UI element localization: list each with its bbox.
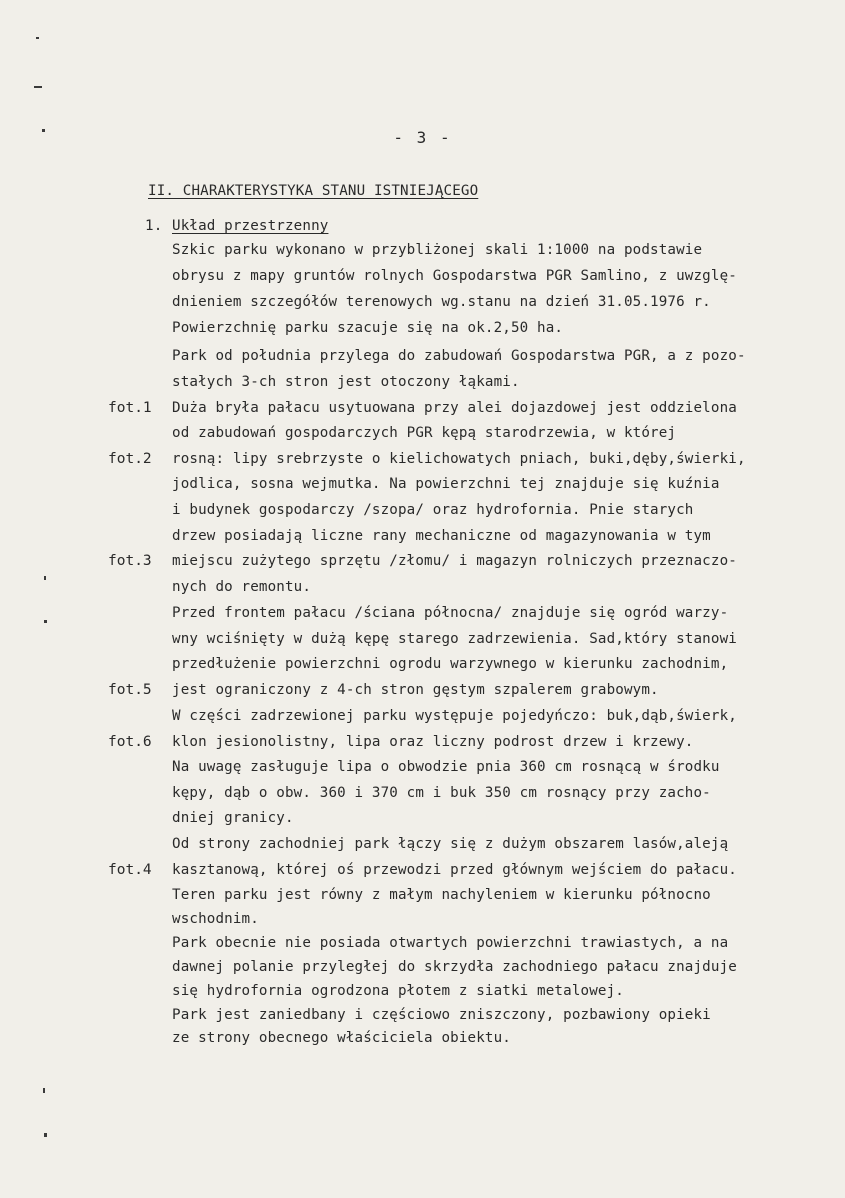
- body-line: klon jesionolistny, lipa oraz liczny podrost drzew i krzewy.: [172, 734, 694, 750]
- binding-mark: [43, 1088, 45, 1093]
- page-number: - 3 -: [393, 128, 452, 147]
- body-line: stałych 3-ch stron jest otoczony łąkami.: [172, 374, 520, 390]
- body-line: przedłużenie powierzchni ogrodu warzywnego w kierunku zachodnim,: [172, 656, 729, 672]
- body-line: Na uwagę zasługuje lipa o obwodzie pnia 360 cm rosnącą w środku: [172, 759, 720, 775]
- body-line: jodlica, sosna wejmutka. Na powierzchni tej znajduje się kuźnia: [172, 476, 720, 492]
- body-line: od zabudowań gospodarczych PGR kępą starodrzewia, w której: [172, 425, 677, 441]
- body-line: i budynek gospodarczy /szopa/ oraz hydrofornia. Pnie starych: [172, 502, 694, 518]
- body-line: dnieniem szczegółów terenowych wg.stanu na dzień 31.05.1976 r.: [172, 294, 711, 310]
- body-line: nych do remontu.: [172, 579, 312, 595]
- photo-reference: fot.4: [108, 862, 152, 878]
- body-line: wny wciśnięty w dużą kępę starego zadrzewienia. Sad,który stanowi: [172, 631, 737, 647]
- body-line: wschodnim.: [172, 911, 259, 927]
- body-line: Park od południa przylega do zabudowań Gospodarstwa PGR, a z pozo-: [172, 348, 746, 364]
- body-line: dawnej polanie przyległej do skrzydła zachodniego pałacu znajduje: [172, 959, 737, 975]
- section-heading: II. CHARAKTERYSTYKA STANU ISTNIEJĄCEGO: [148, 183, 479, 199]
- body-line: Teren parku jest równy z małym nachyleniem w kierunku północno: [172, 887, 711, 903]
- body-line: Szkic parku wykonano w przybliżonej skali 1:1000 na podstawie: [172, 242, 703, 258]
- body-line: Duża bryła pałacu usytuowana przy alei dojazdowej jest oddzielona: [172, 400, 737, 416]
- binding-mark: [44, 620, 47, 623]
- body-line: się hydrofornia ogrodzona płotem z siatki metalowej.: [172, 983, 624, 999]
- photo-reference: fot.2: [108, 451, 152, 467]
- body-line: Park jest zaniedbany i częściowo zniszczony, pozbawiony opieki: [172, 1007, 711, 1023]
- photo-reference: fot.1: [108, 400, 152, 416]
- body-line: ze strony obecnego właściciela obiektu.: [172, 1030, 511, 1046]
- subsection-number: 1.: [145, 218, 163, 234]
- photo-reference: fot.5: [108, 682, 152, 698]
- subsection-title: Układ przestrzenny: [172, 218, 329, 234]
- photo-reference: fot.3: [108, 553, 152, 569]
- body-line: Od strony zachodniej park łączy się z dużym obszarem lasów,aleją: [172, 836, 729, 852]
- body-line: Park obecnie nie posiada otwartych powierzchni trawiastych, a na: [172, 935, 729, 951]
- binding-mark: [44, 576, 46, 580]
- body-line: miejscu zużytego sprzętu /złomu/ i magazyn rolniczych przeznaczo-: [172, 553, 737, 569]
- binding-mark: [36, 37, 39, 39]
- photo-reference: fot.6: [108, 734, 152, 750]
- body-line: kasztanową, której oś przewodzi przed głównym wejściem do pałacu.: [172, 862, 737, 878]
- body-line: jest ograniczony z 4-ch stron gęstym szpalerem grabowym.: [172, 682, 659, 698]
- binding-mark: [34, 86, 42, 88]
- body-line: Przed frontem pałacu /ściana północna/ znajduje się ogród warzy-: [172, 605, 729, 621]
- body-line: rosną: lipy srebrzyste o kielichowatych pniach, buki,dęby,świerki,: [172, 451, 746, 467]
- body-line: drzew posiadają liczne rany mechaniczne od magazynowania w tym: [172, 528, 711, 544]
- binding-mark: [44, 1133, 47, 1137]
- body-line: dniej granicy.: [172, 810, 294, 826]
- body-line: obrysu z mapy gruntów rolnych Gospodarstwa PGR Samlino, z uwzglę-: [172, 268, 737, 284]
- body-line: W części zadrzewionej parku występuje pojedyńczo: buk,dąb,świerk,: [172, 708, 737, 724]
- body-line: Powierzchnię parku szacuje się na ok.2,50 ha.: [172, 320, 564, 336]
- body-line: kępy, dąb o obw. 360 i 370 cm i buk 350 cm rosnący przy zacho-: [172, 785, 711, 801]
